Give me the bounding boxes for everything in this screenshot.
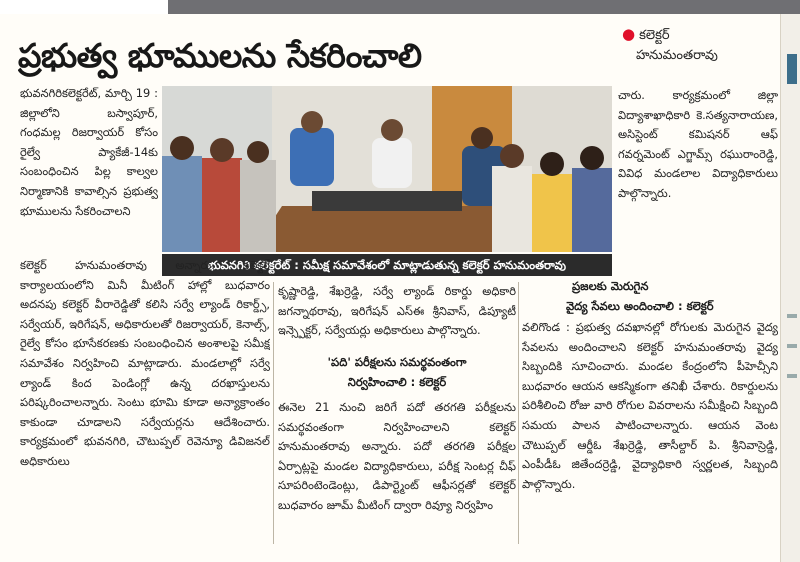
article-column-1-top bbox=[20, 84, 158, 254]
viewer-top-bar bbox=[0, 0, 800, 14]
article-text: చారు. కార్యక్రమంలో జిల్లా విద్యాశాఖాధికారి కె.సత్యనారాయణ, అసిస్టెంట్ కమిషనర్ ఆఫ్ గవర్నమెంట్ ఎగ్జామ్స్ రఘురాంరెడ్డి, వివిధ మండలాల విద్యాధికారులు పాల్గొన్నారు. bbox=[618, 88, 778, 200]
adjacent-page-image bbox=[787, 54, 797, 84]
subhead-line: 'పది' పరీక్షలను సమర్థవంతంగా bbox=[327, 355, 467, 369]
adjacent-page-text bbox=[787, 314, 797, 318]
article-text: ఈనెల 21 నుంచి జరిగే పదో తరగతి పరీక్షలను సమర్థవంతంగా నిర్వహించాలని కలెక్టర్ హనుమంతరావు అన్నారు. పదో తరగతి పరీక్షల ఏర్పాట్లపై మండల విద్యాధికారులు, పరీక్ష సెంటర్ల చీఫ్ సూపరింటెండెంట్లు, డిపార్ట్మెంట్ ఆఫీసర్లతో కలెక్టర్ బుధవారం జూమ్ మీటింగ్ ద్వారా రివ్యూ నిర్వహిం bbox=[278, 400, 516, 512]
viewer-bar-left bbox=[0, 0, 168, 14]
adjacent-page-edge bbox=[780, 14, 800, 562]
article-text: కృష్ణారెడ్డి, శేఖర్రెడ్డి, సర్వే ల్యాండ్ రికార్డు అధికారి జగన్నాథరావు, ఇరిగేషన్ ఎస్ఈ శ్రీనివాస్, డిప్యూటీ ఇన్స్పెక్టర్, సర్వేయర్లు అధికారులు పాల్గొన్నారు. bbox=[278, 284, 516, 338]
byline bbox=[622, 24, 777, 84]
subhead-line: ప్రజలకు మెరుగైన bbox=[572, 279, 649, 293]
article-column-2-top bbox=[278, 282, 516, 348]
bullet-icon: ● bbox=[622, 25, 636, 43]
article-text: వలిగొండ : ప్రభుత్వ దవఖానల్లో రోగులకు మెరుగైన వైద్య సేవలను అందించాలని కలెక్టర్ హనుమంతరావు వైద్య సిబ్బందికి సూచించారు. మండల కేంద్రంలోని పీహెచ్సీని బుధవారం ఆయన ఆకస్మికంగా తనిఖీ చేశారు. రికార్డులను పరిశీలించి రోజు వారి రోగుల వివరాలను సమీక్షించి సిబ్బంది సమయ పాలన పాటించాలన్నారు. ఆయన వెంట చౌటుప్పల్ ఆర్డీఓ శేఖర్రెడ్డి, తాసీల్దార్ పి. శ్రీనివాస్రెడ్డి, ఎంపీడీఓ జితేందర్రెడ్డి, వైద్యాధికారి స్వర్ణలత, సిబ్బంది పాల్గొన్నారు. bbox=[522, 320, 778, 491]
article-text: భువనగిరికలెక్టరేట్, మార్చి 19 : జిల్లాలోని బస్వాపూర్, గంధమల్ల రిజర్వాయర్ కోసం రైల్వే ప్యాకేజీ-14కు సంబంధించిన పిల్ల కాల్వల నిర్మాణానికి కావాల్సిన ప్రభుత్వ భూములను సేకరించాలని bbox=[20, 86, 158, 218]
article-column-3-top bbox=[618, 86, 778, 272]
article-headline: ప్రభుత్వ భూములను సేకరించాలి bbox=[18, 36, 422, 75]
subhead-line: నిర్వహించాలి : కలెక్టర్ bbox=[347, 375, 447, 389]
column-divider bbox=[518, 282, 519, 544]
column-divider bbox=[273, 282, 274, 544]
article-column-3-bottom bbox=[522, 318, 778, 544]
subhead-exams bbox=[278, 352, 516, 396]
meeting-photo bbox=[162, 86, 612, 252]
adjacent-page-text bbox=[787, 374, 797, 378]
article-column-2-bottom bbox=[278, 398, 516, 546]
byline-name: హనుమంతరావు bbox=[636, 48, 718, 63]
viewer-bar-right bbox=[168, 0, 800, 14]
adjacent-page-text bbox=[787, 344, 797, 348]
photo-caption: భువనగిరి కలెక్టరేట్ : సమీక్ష సమావేశంలో మాట్లాడుతున్న కలెక్టర్ హనుమంతరావు bbox=[162, 254, 612, 276]
byline-title: కలెక్టర్ bbox=[639, 28, 670, 43]
news-photo bbox=[162, 86, 612, 252]
article-text: కలెక్టర్ హనుమంతరావు అన్నారు. కలెక్టర్ కార్యాలయంలోని మినీ మీటింగ్ హాల్లో బుధవారం అదనపు కలెక్టర్ వీరారెడ్డితో కలిసి సర్వే ల్యాండ్ రికార్డ్స్, సర్వేయర్, ఇరిగేషన్, అధికారులతో రిజర్వాయర్, కెనాల్స్, రైల్వే కోసం భూసేకరణకు సంబంధించిన అంశాలపై సమీక్ష సమావేశం నిర్వహించి మాట్లాడారు. మండలాల్లో సర్వే ల్యాండ్ కింద పెండింగ్లో ఉన్న దరఖాస్తులను పరిష్కరించాలన్నారు. సెంటు భూమి కూడా అన్యాక్రాంతం కాకుండా చూడాలని సర్వేయర్లను ఆదేశించారు. కార్యక్రమంలో భువనగిరి, చౌటుప్పల్ రెవెన్యూ డివిజనల్ అధికారులు bbox=[20, 258, 270, 468]
subhead-line: వైద్య సేవలు అందించాలి : కలెక్టర్ bbox=[566, 299, 714, 313]
subhead-medical bbox=[522, 276, 778, 318]
article-column-1-bottom bbox=[20, 256, 270, 544]
